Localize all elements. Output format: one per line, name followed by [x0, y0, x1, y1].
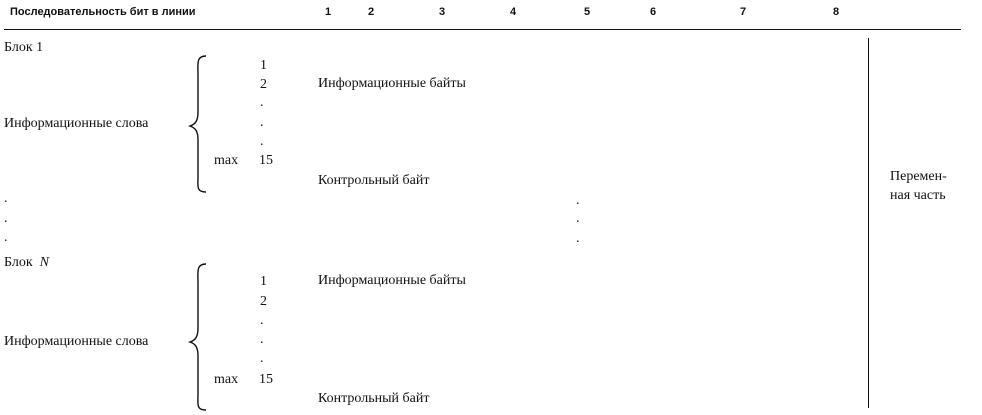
bit-number-8: 8	[833, 6, 840, 18]
blockN-max-number: 15	[259, 372, 273, 387]
variable-part-label-line1: Перемен-	[890, 169, 947, 184]
blockN-title	[4, 256, 49, 270]
blockN-row1-number: 1	[260, 274, 267, 289]
variable-part-rule	[868, 38, 869, 408]
blockN-row2-number: 2	[260, 294, 267, 309]
block1-row2-number: 2	[260, 77, 267, 92]
variable-part-label-line2: ная часть	[890, 188, 946, 203]
header-rule	[4, 29, 961, 30]
separator-left-dot-2: .	[4, 211, 8, 226]
bit-number-5: 5	[584, 6, 591, 18]
block1-dot-2: .	[260, 115, 264, 130]
separator-right-dot-1: .	[576, 193, 580, 208]
blockN-words-label: Информационные слова	[4, 334, 149, 349]
block1-dot-3: .	[260, 134, 264, 149]
bit-number-2: 2	[368, 6, 375, 18]
separator-left-dot-1: .	[4, 191, 8, 206]
blockN-dot-3: .	[260, 351, 264, 366]
bit-number-7: 7	[740, 6, 747, 18]
blockN-control-byte-label: Контрольный байт	[318, 391, 430, 406]
separator-right-dot-2: .	[576, 211, 580, 226]
separator-left-dot-3: .	[4, 230, 8, 245]
blockN-max-label: max	[214, 372, 239, 387]
bit-number-1: 1	[325, 6, 332, 18]
block1-row1-number: 1	[260, 58, 267, 73]
block1-words-label: Информационные слова	[4, 116, 149, 131]
blockN-title-variable: N	[39, 255, 49, 270]
bit-number-3: 3	[439, 6, 446, 18]
sequence-header-title: Последовательность бит в линии	[10, 6, 196, 18]
block1-title: Блок 1	[4, 40, 44, 55]
blockN-dot-2: .	[260, 332, 264, 347]
block1-dot-1: .	[260, 95, 264, 110]
blockN-brace	[188, 262, 208, 412]
block1-control-byte-label: Контрольный байт	[318, 173, 430, 188]
blockN-dot-1: .	[260, 313, 264, 328]
block1-max-number: 15	[259, 153, 273, 168]
bit-number-4: 4	[510, 6, 517, 18]
block1-max-label: max	[214, 153, 239, 168]
block1-brace	[188, 54, 208, 194]
separator-right-dot-3: .	[576, 231, 580, 246]
blockN-info-bytes-label: Информационные байты	[318, 273, 466, 288]
bit-number-6: 6	[650, 6, 657, 18]
blockN-title-word: Блок	[4, 255, 33, 270]
block1-info-bytes-label: Информационные байты	[318, 76, 466, 91]
